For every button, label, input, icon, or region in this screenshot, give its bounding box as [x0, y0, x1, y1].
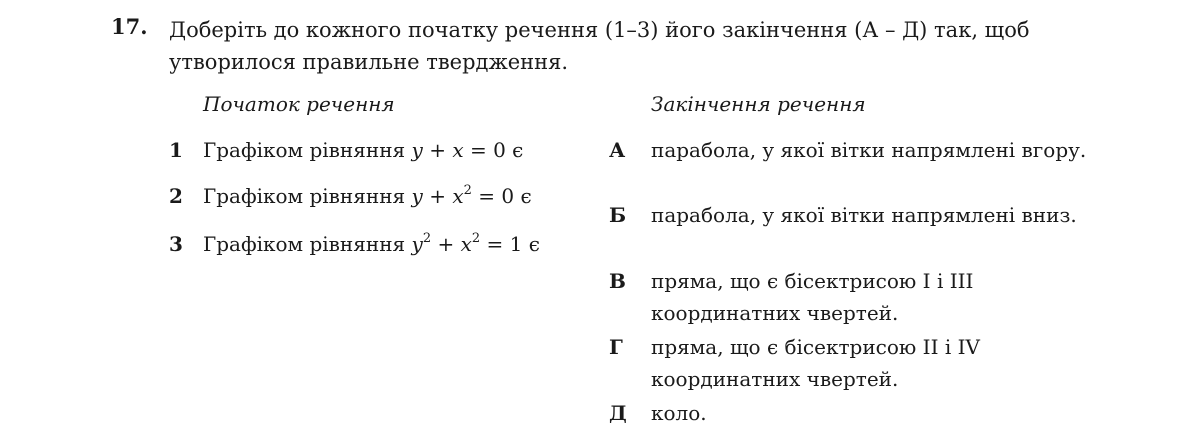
question-number: 17. — [111, 14, 148, 39]
sentence-start-3 — [169, 229, 540, 259]
ending-letter: В — [609, 269, 626, 293]
start-prefix: Графіком рівняння — [203, 138, 406, 162]
ending-text: пряма, що є бісектрисою II і IV координатних чвертей. — [651, 335, 980, 391]
sentence-start-1 — [169, 135, 523, 165]
equation-exponent: 2 — [463, 183, 472, 198]
equation-rest: = 0 є — [478, 184, 532, 208]
equation-rest: = 1 є — [486, 232, 540, 256]
equation-var-y: y — [411, 232, 423, 256]
start-column-heading: Початок речення — [203, 92, 395, 116]
start-number: 2 — [169, 184, 183, 208]
ending-letter: Г — [609, 335, 623, 359]
sentence-start-2 — [169, 181, 532, 211]
start-number: 1 — [169, 138, 183, 162]
equation-var-x: x — [452, 138, 464, 162]
ending-text: коло. — [651, 401, 707, 425]
equation-exponent: 2 — [422, 231, 432, 246]
end-column-heading: Закінчення речення — [651, 92, 866, 116]
ending-text: парабола, у якої вітки напрямлені вгору. — [651, 138, 1087, 162]
ending-letter: А — [609, 138, 626, 162]
equation-var-y: y — [411, 184, 423, 208]
equation-operator: + — [429, 138, 446, 162]
ending-letter: Д — [609, 401, 627, 425]
equation-operator: + — [437, 232, 455, 256]
ending-text: пряма, що є бісектрисою I і III координатних чвертей. — [651, 269, 974, 325]
equation-var-x: x — [460, 232, 472, 256]
question-instruction: Доберіть до кожного початку речення (1–3) його закінчення (А – Д) так, щоб утворилося правильне твердження. — [169, 18, 1030, 74]
equation-var-x: x — [452, 184, 464, 208]
equation-rest: = 0 є — [469, 138, 524, 162]
ending-text: парабола, у якої вітки напрямлені вниз. — [651, 203, 1077, 227]
equation-operator: + — [429, 184, 446, 208]
ending-letter: Б — [609, 203, 627, 227]
equation-var-y: y — [411, 138, 423, 162]
start-prefix: Графіком рівняння — [203, 184, 406, 208]
start-prefix: Графіком рівняння — [203, 232, 406, 256]
start-number: 3 — [169, 232, 183, 256]
equation-exponent: 2 — [471, 231, 481, 246]
